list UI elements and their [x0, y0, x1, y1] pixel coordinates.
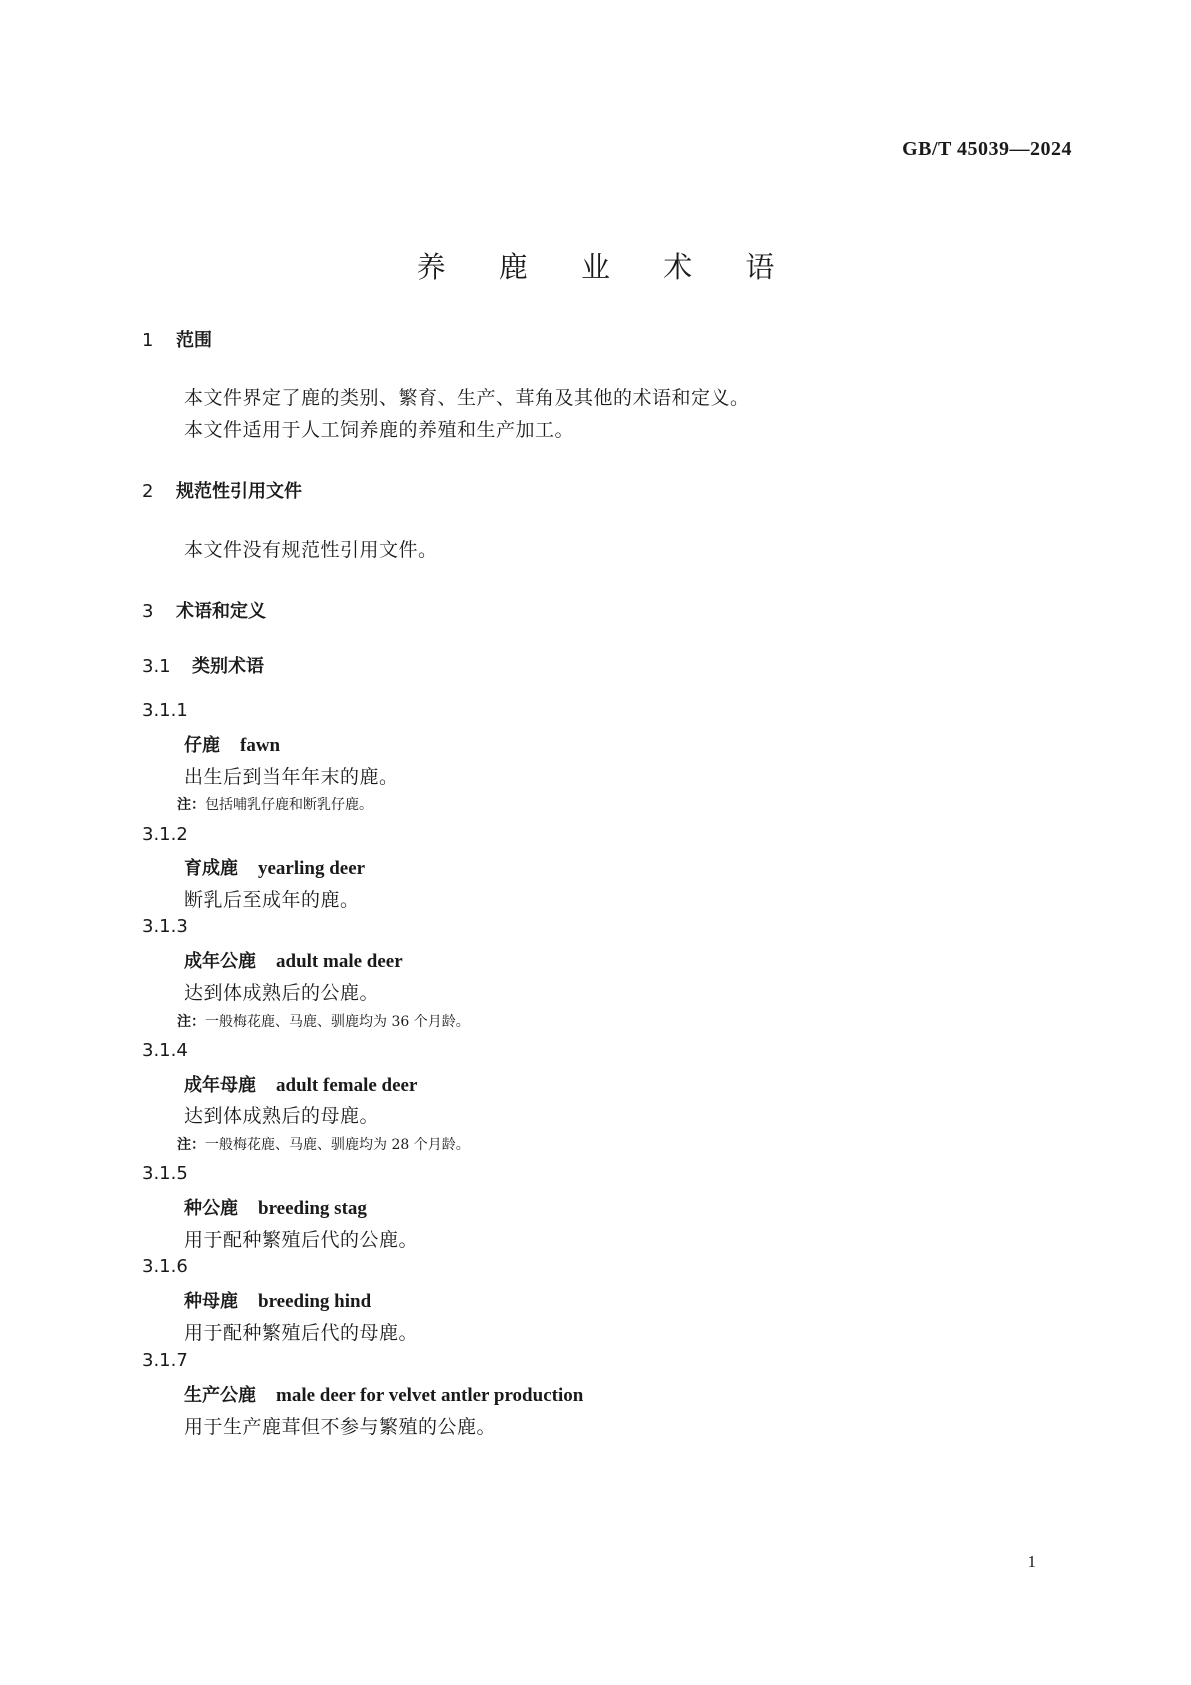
note-text: 一般梅花鹿、马鹿、驯鹿均为 28 个月龄。 — [205, 1137, 470, 1153]
paragraph: 本文件没有规范性引用文件。 — [184, 539, 438, 561]
document-number: GB/T 45039—2024 — [902, 138, 1072, 160]
section-number: 1 — [142, 330, 154, 351]
document-title: 养 鹿 业 术 语 — [416, 250, 797, 284]
term-number: 3.1.3 — [142, 916, 188, 937]
section-title: 规范性引用文件 — [176, 481, 302, 502]
term-name-zh: 成年公鹿 — [184, 951, 256, 972]
term-definition: 断乳后至成年的鹿。 — [184, 889, 360, 911]
term-name-en: male deer for velvet antler production — [276, 1385, 584, 1406]
note-label: 注： — [177, 1014, 205, 1030]
term-name-en: breeding hind — [258, 1291, 372, 1312]
term-definition: 用于配种繁殖后代的母鹿。 — [184, 1322, 419, 1344]
section-number: 2 — [142, 481, 154, 502]
subsection-title: 类别术语 — [192, 656, 264, 677]
section-heading-scope — [142, 326, 212, 352]
term-name — [184, 947, 403, 973]
term-name-zh: 育成鹿 — [184, 858, 238, 879]
page-number: 1 — [1027, 1552, 1036, 1571]
term-name-en: fawn — [240, 735, 281, 756]
term-name — [184, 1287, 371, 1313]
term-definition: 达到体成熟后的公鹿。 — [184, 982, 380, 1004]
note-text: 一般梅花鹿、马鹿、驯鹿均为 36 个月龄。 — [205, 1014, 470, 1030]
term-name-zh: 生产公鹿 — [184, 1385, 256, 1406]
term-number: 3.1.5 — [142, 1163, 188, 1184]
term-note — [177, 794, 373, 814]
subsection-heading-category-terms — [142, 652, 264, 678]
term-name-en: breeding stag — [258, 1198, 367, 1219]
paragraph: 本文件界定了鹿的类别、繁育、生产、茸角及其他的术语和定义。 — [184, 387, 750, 409]
note-text: 包括哺乳仔鹿和断乳仔鹿。 — [205, 797, 373, 813]
note-label: 注： — [177, 1137, 205, 1153]
term-name — [184, 1194, 367, 1220]
term-definition: 用于生产鹿茸但不参与繁殖的公鹿。 — [184, 1416, 497, 1438]
term-name — [184, 1071, 417, 1097]
term-definition: 达到体成熟后的母鹿。 — [184, 1105, 380, 1127]
term-number: 3.1.2 — [142, 824, 188, 845]
term-name — [184, 1381, 583, 1407]
subsection-number: 3.1 — [142, 656, 171, 677]
section-heading-terms-definitions — [142, 597, 266, 623]
term-name-en: yearling deer — [258, 858, 366, 879]
term-name-en: adult male deer — [276, 951, 403, 972]
term-name-zh: 仔鹿 — [184, 735, 220, 756]
term-definition: 用于配种繁殖后代的公鹿。 — [184, 1229, 419, 1251]
section-title: 范围 — [176, 330, 212, 351]
term-name-en: adult female deer — [276, 1075, 418, 1096]
term-note — [177, 1134, 470, 1154]
term-definition: 出生后到当年年末的鹿。 — [184, 766, 399, 788]
section-number: 3 — [142, 601, 154, 622]
term-name — [184, 854, 365, 880]
term-number: 3.1.6 — [142, 1256, 188, 1277]
note-label: 注： — [177, 797, 205, 813]
term-note — [177, 1011, 470, 1031]
term-number: 3.1.1 — [142, 700, 188, 721]
section-heading-normative-references — [142, 477, 302, 503]
term-name — [184, 731, 280, 757]
term-name-zh: 成年母鹿 — [184, 1075, 256, 1096]
section-title: 术语和定义 — [176, 601, 266, 622]
paragraph: 本文件适用于人工饲养鹿的养殖和生产加工。 — [184, 419, 575, 441]
term-name-zh: 种母鹿 — [184, 1291, 238, 1312]
term-number: 3.1.7 — [142, 1350, 188, 1371]
term-number: 3.1.4 — [142, 1040, 188, 1061]
term-name-zh: 种公鹿 — [184, 1198, 238, 1219]
